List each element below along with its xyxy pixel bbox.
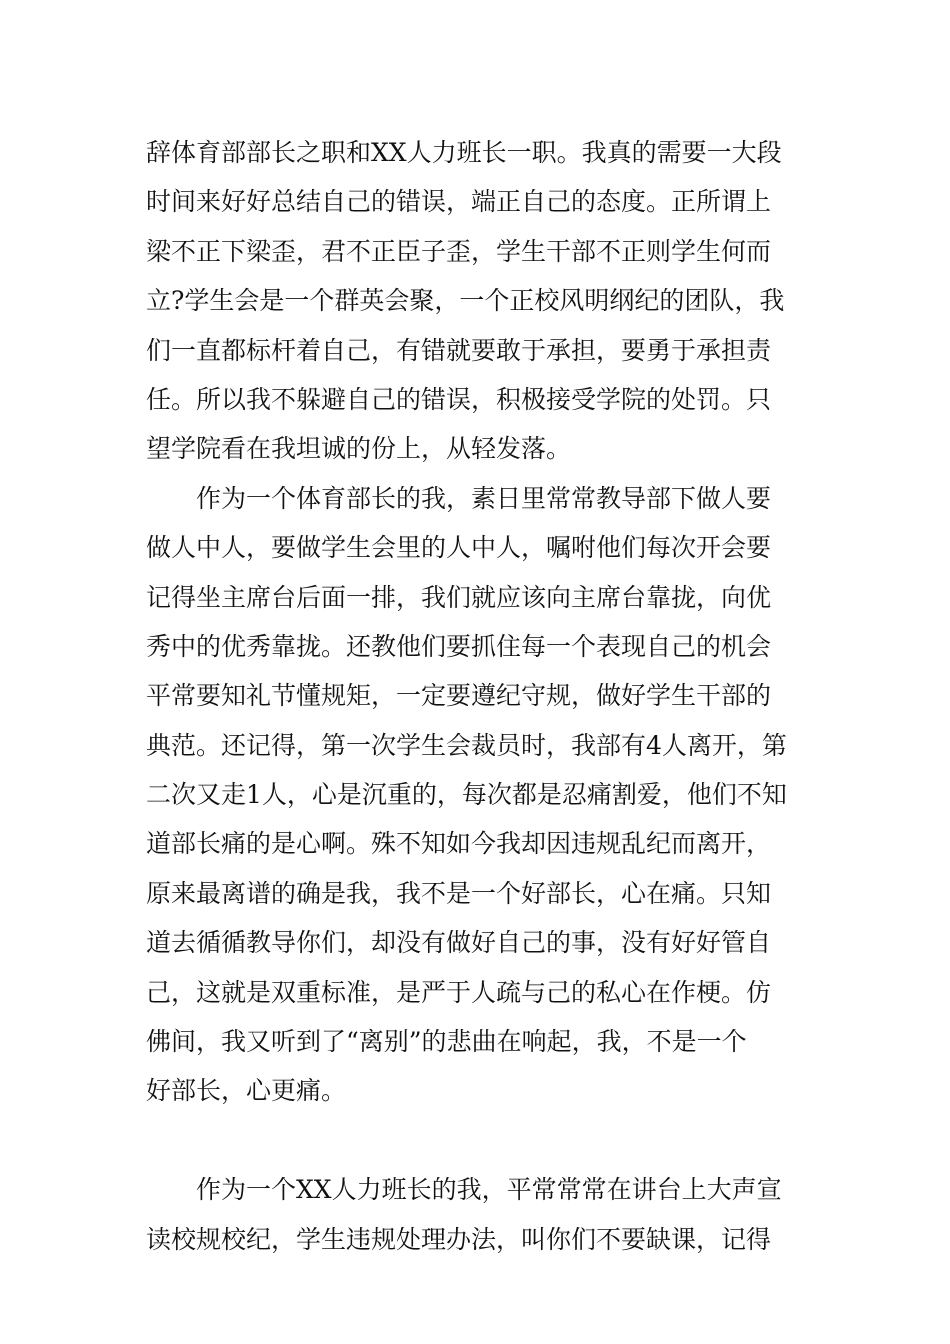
text-line: 记得坐主席台后面一排，我们就应该向主席台靠拢，向优 (146, 582, 772, 612)
text-line: 时间来好好总结自己的错误，端正自己的态度。正所谓上 (146, 187, 772, 217)
text-line: 作为一个体育部长的我，素日里常常教导部下做人要 (196, 483, 772, 513)
text-line: 辞体育部部长之职和XX人力班长一职。我真的需要一大段 (146, 138, 782, 167)
text-line: 望学院看在我坦诚的份上，从轻发落。 (146, 434, 572, 464)
text-line: 佛间，我又听到了“离别”的悲曲在响起，我，不是一个 (146, 1027, 747, 1057)
text-line: 秀中的优秀靠拢。还教他们要抓住每一个表现自己的机会 (146, 631, 772, 661)
text-line (146, 1116, 806, 1165)
text-line: 做人中人，要做学生会里的人中人，嘱咐他们每次开会要 (146, 533, 772, 563)
paragraph-2 (146, 474, 806, 1165)
text-line: 们一直都标杆着自己，有错就要敢于承担，要勇于承担责 (146, 335, 772, 365)
text-line: 典范。还记得，第一次学生会裁员时，我部有4人离开，第 (146, 730, 787, 760)
paragraph-1 (146, 128, 806, 474)
text-line: 作为一个XX人力班长的我，平常常常在讲台上大声宣 (196, 1175, 782, 1205)
paragraph-3 (146, 1165, 806, 1264)
document-body (146, 128, 806, 1264)
text-line: 道部长痛的是心啊。殊不知如今我却因违规乱纪而离开， (146, 829, 772, 859)
text-line: 读校规校纪，学生违规处理办法，叫你们不要缺课，记得 (146, 1224, 772, 1254)
text-line: 平常要知礼节懂规矩，一定要遵纪守规，做好学生干部的 (146, 681, 772, 711)
text-line: 梁不正下梁歪，君不正臣子歪，学生干部不正则学生何而 (146, 236, 772, 266)
text-line: 任。所以我不躲避自己的错误，积极接受学院的处罚。只 (146, 384, 772, 414)
text-line: 己，这就是双重标准，是严于人疏与己的私心在作梗。仿 (146, 977, 772, 1007)
text-line: 道去循循教导你们，却没有做好自己的事，没有好好管自 (146, 928, 772, 958)
text-line: 立?学生会是一个群英会聚，一个正校风明纲纪的团队，我 (146, 286, 785, 316)
text-line: 原来最离谱的确是我，我不是一个好部长，心在痛。只知 (146, 878, 772, 908)
text-line: 二次又走1人，心是沉重的，每次都是忍痛割爱，他们不知 (146, 780, 787, 810)
text-line: 好部长，心更痛。 (146, 1076, 347, 1106)
